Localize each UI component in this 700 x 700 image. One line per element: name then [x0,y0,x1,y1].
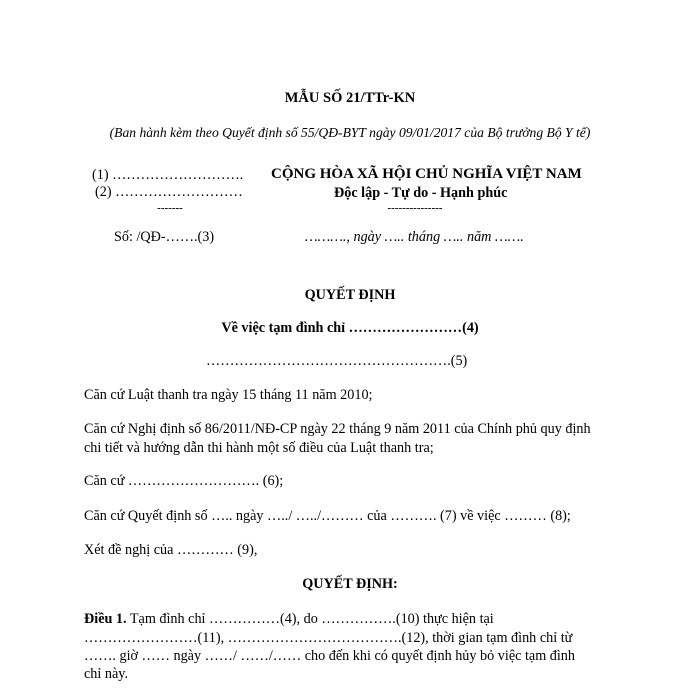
basis-proposal: Xét đề nghị của ………… (9), [84,542,258,558]
article-1-text: Tạm đình chỉ ……………(4), do …………….(10) thực hiện tại [126,611,494,627]
article-1-line1 [84,611,494,628]
form-code: MẪU SỐ 21/TTr-KN [284,90,416,106]
header-right-rule: --------------- [387,202,443,214]
issued-note: (Ban hành kèm theo Quyết định số 55/QĐ-BYT ngày 09/01/2017 của Bộ trưởng Bộ Y tế) [109,125,591,140]
basis-decision: Căn cứ Quyết định số ….. ngày …../ …../……… của ………. (7) về việc ……… (8); [84,508,571,524]
header-left-line2: (2) ……………………… [95,184,243,200]
article-1-label: Điều 1. [84,611,127,627]
document-number: Số: /QĐ-…….(3) [114,229,215,245]
article-1-line4: chỉ này. [84,666,128,682]
article-1-line3: ……. giờ …… ngày ……/ ……/…… cho đến khi có quyết định hủy bỏ việc tạm đình [84,648,575,664]
basis-decree-line1: Căn cứ Nghị định số 86/2011/NĐ-CP ngày 22 tháng 9 năm 2011 của Chính phủ quy định [84,421,591,437]
decision-title: QUYẾT ĐỊNH: [302,576,398,592]
country-name: CỘNG HÒA XÃ HỘI CHỦ NGHĨA VIỆT NAM [271,166,582,182]
header-left-rule: ------- [157,202,183,214]
basis-other: Căn cứ ………………………. (6); [84,473,284,489]
document-title: QUYẾT ĐỊNH [304,287,396,303]
document-subject: Về việc tạm đình chỉ ……………………(4) [221,320,479,336]
header-left-line1: (1) ………………………. [92,167,244,183]
basis-decree-line2: chi tiết và hướng dẫn thi hành một số điều của Luật thanh tra; [84,440,434,456]
motto: Độc lập - Tự do - Hạnh phúc [334,185,508,201]
article-1-line2: ……………………(11), ……………………………….(12), thời gian tạm đình chỉ từ [84,630,573,646]
document-subject-2: …………………………………………….(5) [206,353,468,369]
basis-law: Căn cứ Luật thanh tra ngày 15 tháng 11 năm 2010; [84,387,373,403]
date-line: ………., ngày ….. tháng ….. năm ……. [305,229,524,245]
